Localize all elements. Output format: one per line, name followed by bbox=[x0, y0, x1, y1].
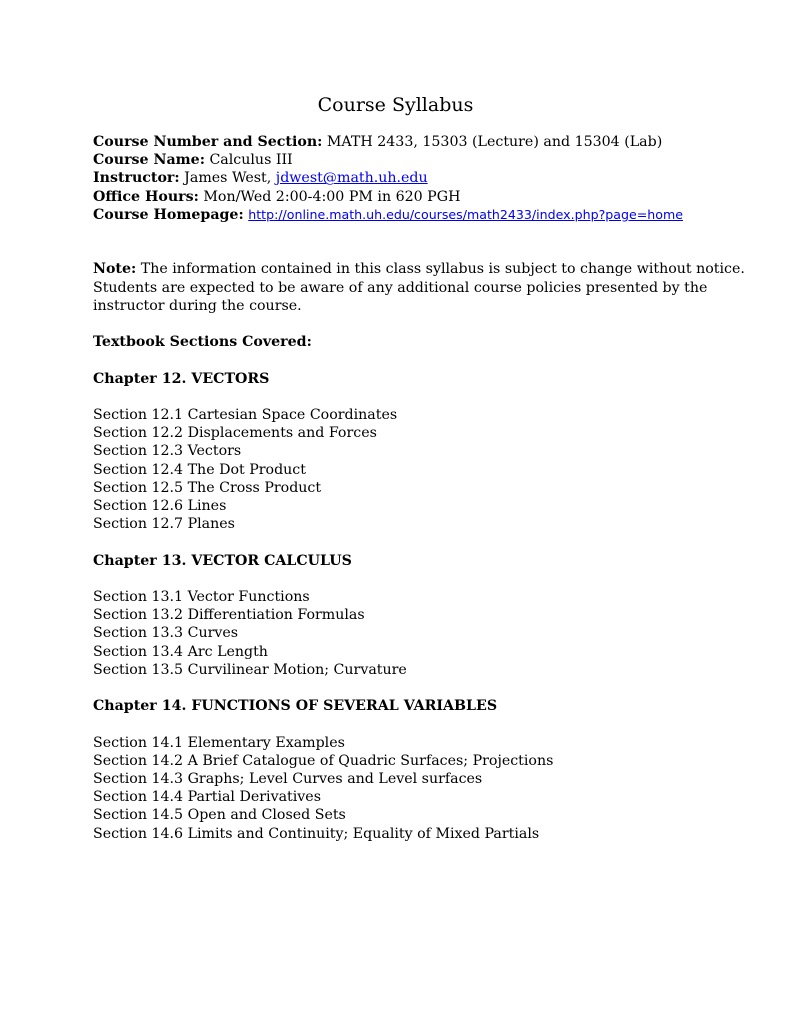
textbook-heading: Textbook Sections Covered: bbox=[93, 334, 312, 351]
office-hours-row bbox=[93, 188, 713, 206]
section-item: Section 14.1 Elementary Examples bbox=[93, 734, 345, 751]
spacer bbox=[93, 351, 713, 369]
spacer bbox=[93, 242, 713, 260]
chapter-title: Chapter 13. VECTOR CALCULUS bbox=[93, 552, 352, 569]
section-item: Section 13.4 Arc Length bbox=[93, 643, 268, 660]
note-line-3: instructor during the course. bbox=[93, 297, 302, 314]
homepage-label: Course Homepage: bbox=[93, 206, 244, 223]
section-list bbox=[93, 588, 713, 679]
section-item: Section 14.5 Open and Closed Sets bbox=[93, 807, 346, 824]
instructor-email-link[interactable]: jdwest@math.uh.edu bbox=[275, 170, 428, 187]
syllabus-content bbox=[93, 133, 745, 843]
spacer bbox=[93, 679, 713, 697]
section-item: Section 12.6 Lines bbox=[93, 497, 227, 514]
section-item: Section 12.3 Vectors bbox=[93, 443, 242, 460]
section-item: Section 13.5 Curvilinear Motion; Curvature bbox=[93, 661, 407, 678]
note-label: Note: bbox=[93, 261, 137, 278]
spacer bbox=[93, 315, 713, 333]
section-item: Section 12.5 The Cross Product bbox=[93, 479, 322, 496]
course-number-row bbox=[93, 133, 713, 151]
course-name-row bbox=[93, 151, 713, 169]
instructor-label: Instructor: bbox=[93, 170, 180, 187]
section-item: Section 13.3 Curves bbox=[93, 625, 239, 642]
course-name-value: Calculus III bbox=[209, 152, 293, 169]
instructor-row bbox=[93, 169, 713, 187]
section-item: Section 12.2 Displacements and Forces bbox=[93, 425, 377, 442]
note-line-1 bbox=[93, 260, 745, 278]
section-item: Section 12.1 Cartesian Space Coordinates bbox=[93, 406, 398, 423]
office-hours-value: Mon/Wed 2:00-4:00 PM in 620 PGH bbox=[203, 188, 461, 205]
note-text-1: The information contained in this class syllabus is subject to change without notice. bbox=[140, 261, 745, 278]
section-item: Section 12.4 The Dot Product bbox=[93, 461, 306, 478]
section-item: Section 12.7 Planes bbox=[93, 516, 235, 533]
spacer bbox=[93, 533, 713, 551]
course-number-label: Course Number and Section: bbox=[93, 134, 323, 150]
spacer bbox=[93, 715, 713, 733]
spacer bbox=[93, 570, 713, 588]
page-title: Course Syllabus bbox=[317, 94, 474, 116]
homepage-link[interactable]: http://online.math.uh.edu/courses/math2433/index.php?page=home bbox=[248, 206, 683, 222]
chapter-title: Chapter 12. VECTORS bbox=[93, 370, 270, 387]
section-item: Section 14.2 A Brief Catalogue of Quadric Surfaces; Projections bbox=[93, 752, 554, 769]
section-item: Section 13.2 Differentiation Formulas bbox=[93, 607, 365, 624]
spacer bbox=[93, 224, 713, 242]
homepage-row bbox=[93, 206, 713, 224]
section-list bbox=[93, 734, 713, 843]
section-item: Section 14.3 Graphs; Level Curves and Level surfaces bbox=[93, 770, 483, 787]
spacer bbox=[93, 388, 713, 406]
chapter-title: Chapter 14. FUNCTIONS OF SEVERAL VARIABLES bbox=[93, 698, 498, 715]
note-line-2: Students are expected to be aware of any additional course policies presented by the bbox=[93, 279, 708, 296]
section-list bbox=[93, 406, 713, 533]
section-item: Section 14.4 Partial Derivatives bbox=[93, 789, 321, 806]
section-item: Section 13.1 Vector Functions bbox=[93, 588, 310, 605]
instructor-name: James West, bbox=[184, 170, 272, 187]
course-number-value: MATH 2433, 15303 (Lecture) and 15304 (Lab) bbox=[326, 134, 663, 150]
office-hours-label: Office Hours: bbox=[93, 188, 199, 205]
course-name-label: Course Name: bbox=[93, 152, 205, 169]
section-item: Section 14.6 Limits and Continuity; Equality of Mixed Partials bbox=[93, 825, 540, 842]
